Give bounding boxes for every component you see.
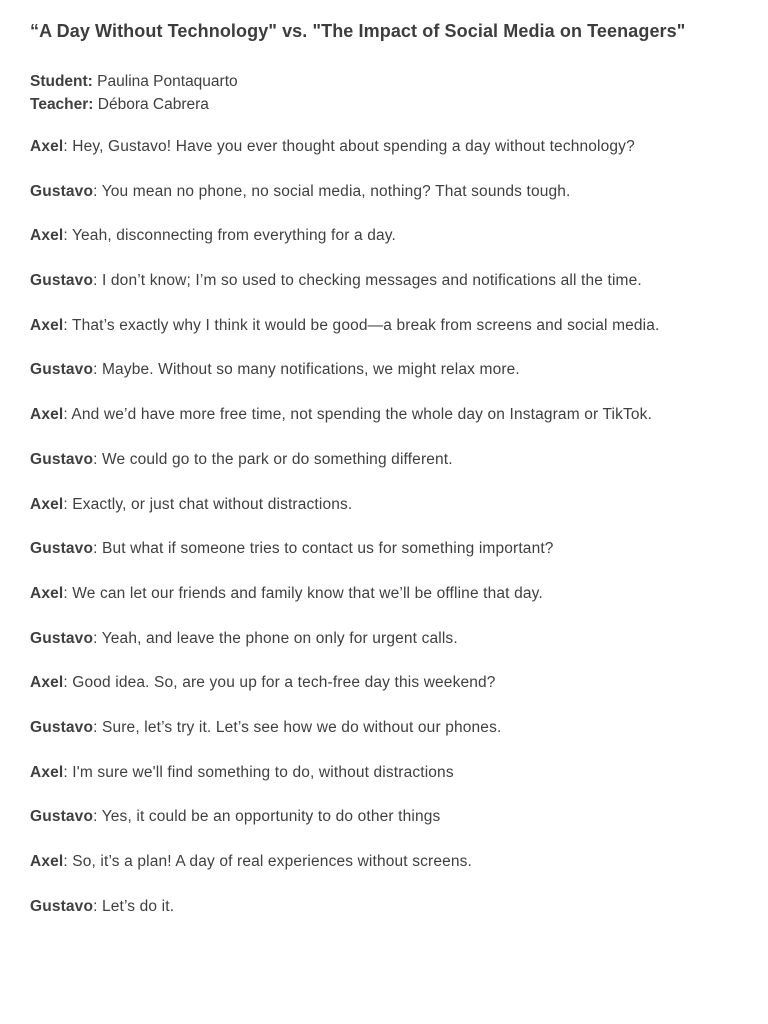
dialogue-text: : We can let our friends and family know that we’ll be offline that day. xyxy=(63,584,543,602)
dialogue-line xyxy=(30,270,750,315)
dialogue-text: : Yeah, disconnecting from everything for a day. xyxy=(63,227,396,245)
dialogue-line xyxy=(30,225,750,270)
speaker-name: Axel xyxy=(30,316,64,334)
dialogue-text: : And we’d have more free time, not spending the whole day on Instagram or TikTok. xyxy=(63,406,653,424)
dialogue-line xyxy=(30,628,750,673)
speaker-name: Gustavo xyxy=(30,361,94,379)
speaker-name: Axel xyxy=(30,227,64,245)
dialogue-line xyxy=(30,136,750,181)
dialogue-line xyxy=(30,762,750,807)
speaker-name: Gustavo xyxy=(30,808,94,826)
dialogue-line xyxy=(30,672,750,717)
dialogue-text: : Sure, let’s try it. Let’s see how we do without our phones. xyxy=(93,718,502,736)
dialogue-line xyxy=(30,851,750,896)
dialogue-text: : Yes, it could be an opportunity to do other things xyxy=(93,808,441,826)
dialogue-text: : I don’t know; I’m so used to checking messages and notifications all the time. xyxy=(93,272,642,290)
dialogue-text: : But what if someone tries to contact us for something important? xyxy=(93,540,554,558)
speaker-name: Gustavo xyxy=(30,450,94,468)
dialogue-line xyxy=(30,538,750,583)
speaker-name: Gustavo xyxy=(30,629,94,647)
dialogue-text: : That’s exactly why I think it would be good—a break from screens and social media. xyxy=(63,316,660,334)
student-label: Student: xyxy=(30,73,93,90)
dialogue-line xyxy=(30,315,750,360)
dialogue-line xyxy=(30,806,750,851)
speaker-name: Gustavo xyxy=(30,182,94,200)
dialogue-text: : Exactly, or just chat without distractions. xyxy=(63,495,353,513)
dialogue-line xyxy=(30,717,750,762)
dialogue-text: : Good idea. So, are you up for a tech-free day this weekend? xyxy=(63,674,496,692)
dialogue-text: : I'm sure we'll find something to do, without distractions xyxy=(63,763,454,781)
speaker-name: Axel xyxy=(30,674,64,692)
dialogue-text: : We could go to the park or do something different. xyxy=(93,450,453,468)
speaker-name: Axel xyxy=(30,763,64,781)
dialogue-text: : You mean no phone, no social media, nothing? That sounds tough. xyxy=(93,182,571,200)
dialogue-line xyxy=(30,181,750,226)
dialogue-line xyxy=(30,583,750,628)
dialogue-line xyxy=(30,449,750,494)
speaker-name: Axel xyxy=(30,853,64,870)
dialogue-line xyxy=(30,896,750,941)
dialogue-text: : So, it’s a plan! A day of real experiences without screens. xyxy=(63,853,472,870)
student-name: Paulina Pontaquarto xyxy=(92,73,238,90)
teacher-line xyxy=(30,93,238,116)
speaker-name: Axel xyxy=(30,406,64,424)
document-meta xyxy=(30,70,238,116)
dialogue-text: : Let’s do it. xyxy=(93,897,175,915)
teacher-label: Teacher: xyxy=(30,96,94,113)
speaker-name: Gustavo xyxy=(30,897,94,915)
speaker-name: Axel xyxy=(30,138,64,155)
speaker-name: Gustavo xyxy=(30,272,94,290)
dialogue-line xyxy=(30,359,750,404)
teacher-name: Débora Cabrera xyxy=(93,96,209,113)
student-line xyxy=(30,70,238,93)
speaker-name: Gustavo xyxy=(30,540,94,558)
dialogue-line xyxy=(30,494,750,539)
speaker-name: Axel xyxy=(30,584,64,602)
dialogue-text: : Hey, Gustavo! Have you ever thought about spending a day without technology? xyxy=(63,138,635,155)
speaker-name: Axel xyxy=(30,495,64,513)
dialogue-text: : Maybe. Without so many notifications, we might relax more. xyxy=(93,361,520,379)
document-title: “A Day Without Technology" vs. "The Impact of Social Media on Teenagers" xyxy=(30,21,686,41)
dialogue-line xyxy=(30,404,750,449)
dialogue-text: : Yeah, and leave the phone on only for urgent calls. xyxy=(93,629,458,647)
dialogue-list xyxy=(30,136,750,940)
speaker-name: Gustavo xyxy=(30,718,94,736)
